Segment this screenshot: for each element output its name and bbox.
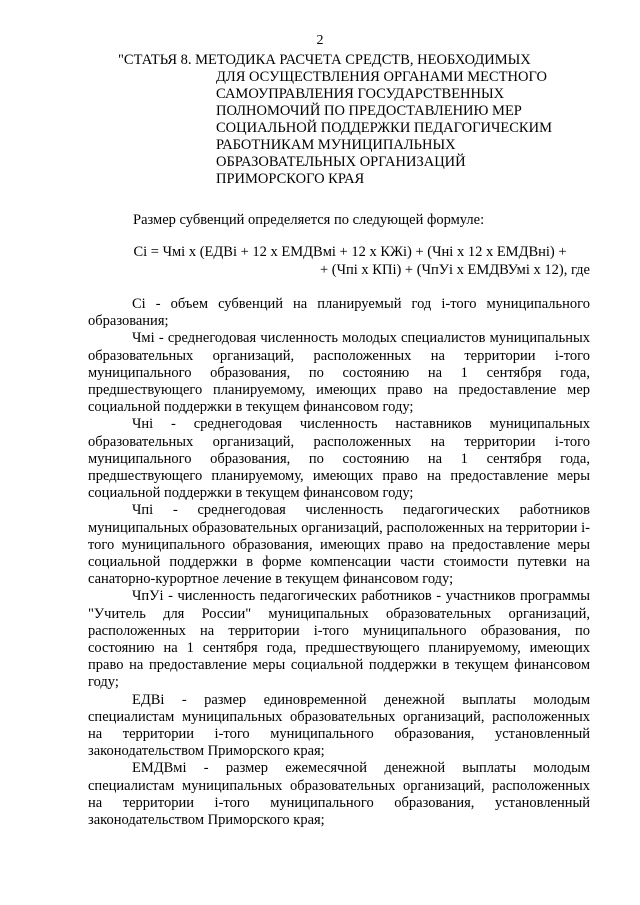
article-title-block xyxy=(216,69,588,188)
article-title-line: САМОУПРАВЛЕНИЯ ГОСУДАРСТВЕННЫХ xyxy=(216,86,505,102)
definition-ci: Сi - объем субвенций на планируемый год i-того муниципального образования; xyxy=(88,296,590,330)
definition-chmi: Чмi - среднегодовая численность молодых специалистов муниципальных образовательных организаций, расположенных на территории i-того муниципального образования, по состоянию на 1 сентября года, предшествующего планируемому, имеющих право на предоставление мер социальной поддержки в текущем финансовом году; xyxy=(88,330,590,416)
article-heading-first-line: "СТАТЬЯ 8. МЕТОДИКА РАСЧЕТА СРЕДСТВ, НЕОБХОДИМЫХ xyxy=(118,52,531,68)
article-title-line: ДЛЯ ОСУЩЕСТВЛЕНИЯ ОРГАНАМИ МЕСТНОГО xyxy=(216,69,547,85)
formula-line: + (Чпi х КПi) + (ЧпУi х ЕМДВУмi х 12), где xyxy=(319,262,590,278)
page-number: 2 xyxy=(316,33,324,48)
subvention-formula xyxy=(110,243,590,279)
article-title-line: СОЦИАЛЬНОЙ ПОДДЕРЖКИ ПЕДАГОГИЧЕСКИМ xyxy=(216,120,552,136)
definition-edvi: ЕДВi - размер единовременной денежной выплаты молодым специалистам муниципальных образовательных организаций, расположенных на территории i-того муниципального образования, установленный законодательством Приморского края; xyxy=(88,691,590,760)
definition-chpi: Чпi - среднегодовая численность педагогических работников муниципальных образовательных организаций, расположенных на территории i-того муниципального образования, имеющих право на предоставление меры социальной поддержки в форме компенсации части стоимости путевки на санаторно-курортное лечение в текущем финансовом году; xyxy=(88,502,590,588)
article-heading xyxy=(118,52,588,188)
definition-emdvmi: ЕМДВмi - размер ежемесячной денежной выплаты молодым специалистам муниципальных образовательных организаций, расположенных на территории i-того муниципального образования, установленный законодательством Приморского края; xyxy=(88,760,590,829)
article-title-line: ПРИМОРСКОГО КРАЯ xyxy=(216,171,365,187)
definitions-list xyxy=(88,296,590,829)
article-title-line: ПОЛНОМОЧИЙ ПО ПРЕДОСТАВЛЕНИЮ МЕР xyxy=(216,103,522,119)
article-title-line: ОБРАЗОВАТЕЛЬНЫХ ОРГАНИЗАЦИЙ xyxy=(216,154,466,170)
definition-chpui: ЧпУi - численность педагогических работников - участников программы "Учитель для России" муниципальных образовательных организаций, расположенных на территории i-того муниципального образования, по состоянию на 1 сентября года, предшествующего планируемому, имеющих право на предоставление меры социальной поддержки в текущем финансовом году; xyxy=(88,588,590,691)
definition-chni: Чнi - среднегодовая численность наставников муниципальных образовательных организаций, расположенных на территории i-того муниципального образования, по состоянию на 1 сентября года, предшествующего планируемому, имеющих право на предоставление меры социальной поддержки в текущем финансовом году; xyxy=(88,416,590,502)
intro-paragraph: Размер субвенций определяется по следующей формуле: xyxy=(133,212,485,228)
article-title-line: РАБОТНИКАМ МУНИЦИПАЛЬНЫХ xyxy=(216,137,456,153)
formula-line: Сi = Чмi х (ЕДВi + 12 х ЕМДВмi + 12 х КЖi) + (Чнi х 12 х ЕМДВнi) + xyxy=(133,244,567,260)
